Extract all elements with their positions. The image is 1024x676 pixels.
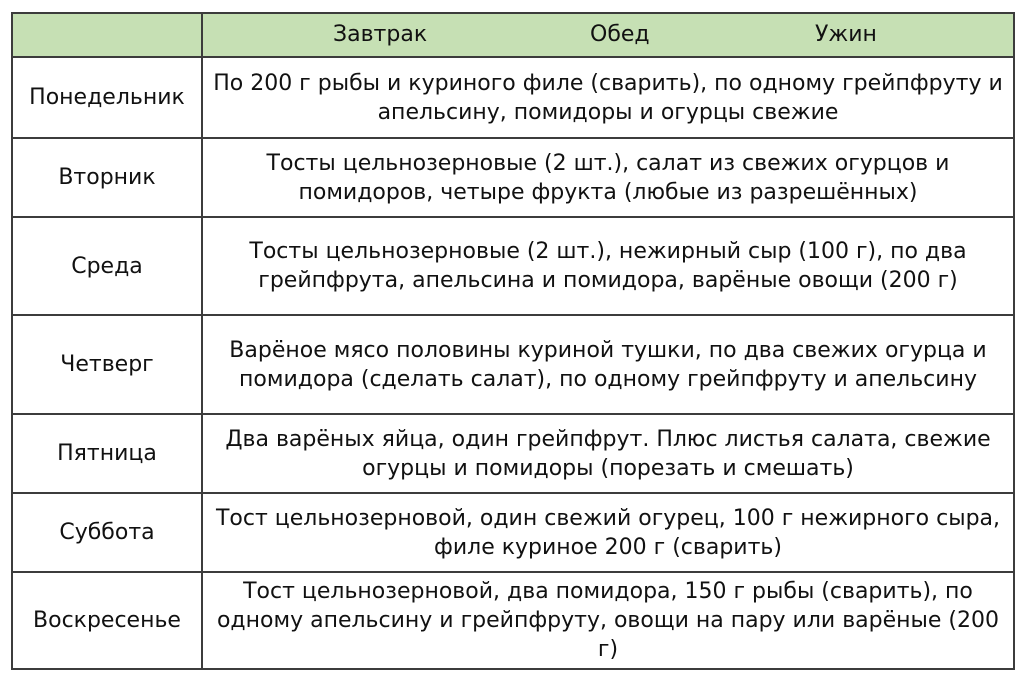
- table-row: [12, 57, 1014, 138]
- menu-cell: Варёное мясо половины куриной тушки, по два свежих огурца и помидора (сделать салат), по одному грейпфруту и апельсину: [202, 315, 1014, 414]
- menu-cell: Тост цельнозерновой, один свежий огурец, 100 г нежирного сыра, филе куриное 200 г (сварить): [202, 493, 1014, 572]
- table-row: [12, 572, 1014, 669]
- day-cell: Среда: [12, 217, 202, 315]
- table-row: [12, 493, 1014, 572]
- table-row: [12, 315, 1014, 414]
- menu-cell: По 200 г рыбы и куриного филе (сварить), по одному грейпфруту и апельсину, помидоры и огурцы свежие: [202, 57, 1014, 138]
- table-header-row: [12, 13, 1014, 57]
- day-cell: Пятница: [12, 414, 202, 493]
- menu-cell: Тосты цельнозерновые (2 шт.), салат из свежих огурцов и помидоров, четыре фрукта (любые из разрешённых): [202, 138, 1014, 217]
- meal-plan-table-wrapper: [11, 12, 1015, 670]
- menu-cell: Тост цельнозерновой, два помидора, 150 г рыбы (сварить), по одному апельсину и грейпфруту, овощи на пару или варёные (200 г): [202, 572, 1014, 669]
- header-meals-cell: [202, 13, 1014, 57]
- menu-cell: Тосты цельнозерновые (2 шт.), нежирный сыр (100 г), по два грейпфрута, апельсина и помидора, варёные овощи (200 г): [202, 217, 1014, 315]
- day-cell: Вторник: [12, 138, 202, 217]
- day-cell: Суббота: [12, 493, 202, 572]
- header-lunch: Обед: [590, 22, 650, 47]
- day-cell: Воскресенье: [12, 572, 202, 669]
- header-empty-cell: [12, 13, 202, 57]
- day-cell: Понедельник: [12, 57, 202, 138]
- table-row: [12, 217, 1014, 315]
- meal-plan-table: [11, 12, 1015, 670]
- day-cell: Четверг: [12, 315, 202, 414]
- table-row: [12, 414, 1014, 493]
- header-breakfast: Завтрак: [333, 22, 428, 47]
- header-dinner: Ужин: [815, 22, 877, 47]
- table-row: [12, 138, 1014, 217]
- menu-cell: Два варёных яйца, один грейпфрут. Плюс листья салата, свежие огурцы и помидоры (порезать и смешать): [202, 414, 1014, 493]
